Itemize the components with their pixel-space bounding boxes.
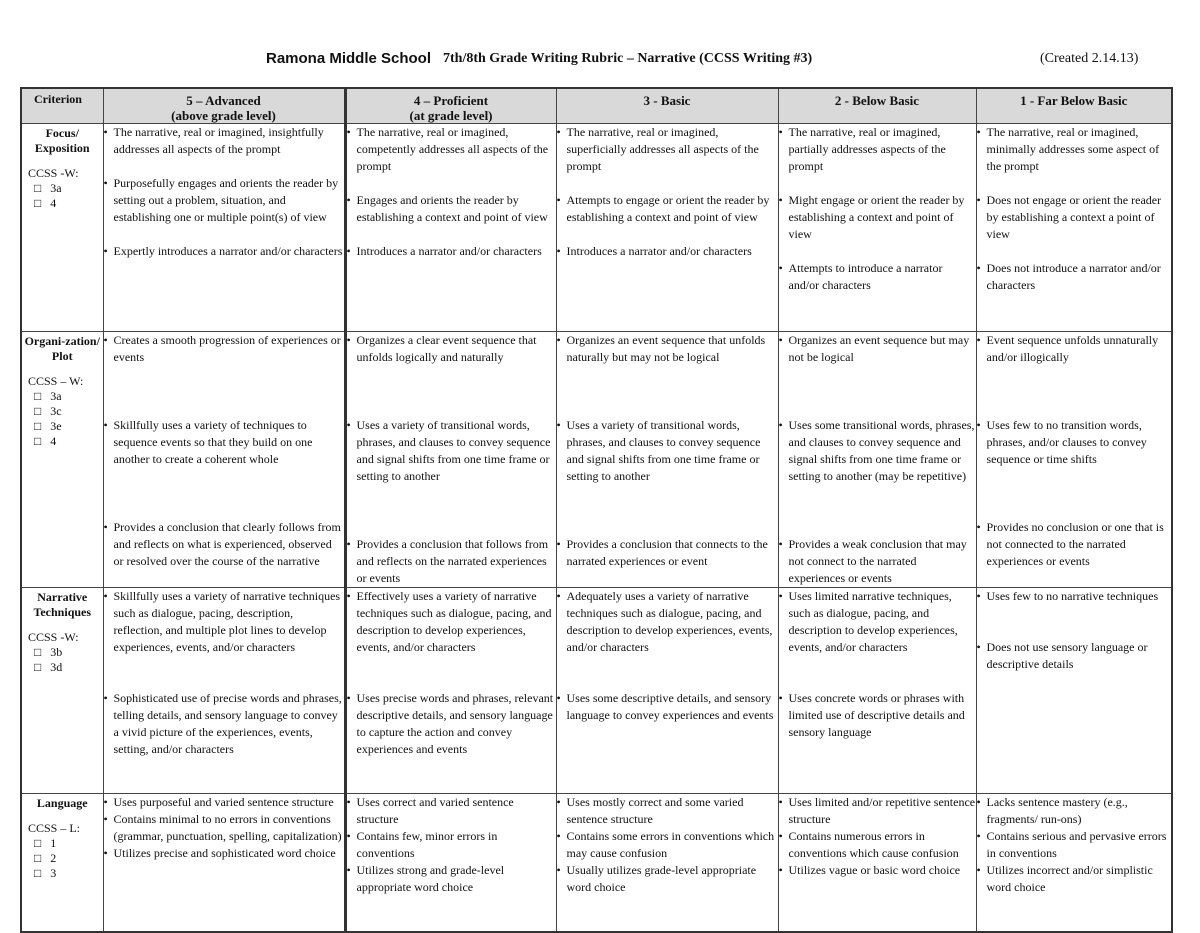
bullet-text: Provides a conclusion that clearly follows from and reflects on what is experienced, observed or resolved over the course of the narrative	[113, 520, 341, 568]
criterion-name: Narrative Techniques	[33, 590, 92, 619]
bullet-icon: •	[976, 795, 981, 809]
bullet-text: Organizes an event sequence but may not be logical	[788, 333, 970, 364]
bullet-text: Introduces a narrator and/or characters	[356, 244, 542, 258]
bullet-text: Uses correct and varied sentence structure	[356, 795, 514, 826]
bullet-item	[779, 536, 976, 587]
criterion-name: Language	[36, 796, 88, 810]
bullet-item	[104, 243, 344, 260]
col-below-basic: 2 - Below Basic	[778, 88, 976, 124]
bullet-icon: •	[346, 691, 351, 705]
bullet-item	[977, 417, 1172, 468]
bullet-item	[104, 417, 344, 468]
bullet-text: Organizes an event sequence that unfolds naturally but may not be logical	[566, 333, 766, 364]
bullet-item	[977, 519, 1172, 570]
criterion-name: Focus/ Exposition	[34, 126, 90, 155]
rubric-cell	[556, 588, 778, 794]
bullet-icon: •	[976, 863, 981, 877]
bullet-text: Skillfully uses a variety of techniques to sequence events so that they build on one another to create a coherent whole	[113, 418, 313, 466]
ccss-standards	[22, 630, 103, 675]
bullet-text: Contains some errors in conventions which may cause confusion	[566, 829, 775, 860]
rubric-cell	[345, 124, 556, 332]
rubric-cell	[778, 794, 976, 932]
bullet-item	[779, 417, 976, 485]
document-title	[0, 50, 1200, 72]
ccss-standard: □ 3a	[34, 181, 62, 195]
bullet-text: Provides no conclusion or one that is not connected to the narrated experiences or events	[986, 520, 1164, 568]
bullet-item	[779, 192, 976, 243]
rubric-cell	[345, 588, 556, 794]
bullet-item	[104, 332, 344, 366]
bullet-text: Utilizes precise and sophisticated word choice	[113, 846, 336, 860]
rubric-row	[21, 332, 1172, 588]
bullet-text: The narrative, real or imagined, insightfully addresses all aspects of the prompt	[113, 125, 324, 156]
rubric-title: 7th/8th Grade Writing Rubric – Narrative (CCSS Writing #3)	[443, 51, 813, 66]
school-name: Ramona Middle School	[266, 50, 432, 67]
col-advanced	[103, 88, 345, 124]
ccss-standard: □ 1	[34, 836, 57, 850]
bullet-text: The narrative, real or imagined, superficially addresses all aspects of the prompt	[566, 125, 759, 173]
bullet-icon: •	[778, 418, 783, 432]
col-far-below-basic: 1 - Far Below Basic	[976, 88, 1172, 124]
bullet-text: Organizes a clear event sequence that unfolds logically and naturally	[356, 333, 537, 364]
bullet-item	[977, 124, 1172, 175]
bullet-icon: •	[346, 125, 351, 139]
criterion-cell	[21, 588, 103, 794]
bullet-icon: •	[778, 589, 783, 603]
bullet-item	[347, 536, 556, 587]
bullet-icon: •	[103, 520, 108, 534]
ccss-standard: □ 3	[34, 866, 57, 880]
created-date: (Created 2.14.13)	[1040, 51, 1139, 66]
bullet-icon: •	[976, 333, 981, 347]
bullet-item	[347, 588, 556, 656]
rubric-cell	[778, 588, 976, 794]
bullet-item	[977, 260, 1172, 294]
bullet-item	[557, 124, 778, 175]
bullet-icon: •	[556, 244, 561, 258]
bullet-item	[557, 862, 778, 896]
bullet-icon: •	[976, 829, 981, 843]
bullet-item	[347, 124, 556, 175]
ccss-standards	[22, 821, 103, 881]
bullet-text: Uses limited and/or repetitive sentence structure	[788, 795, 976, 826]
bullet-item	[557, 243, 778, 260]
bullet-icon: •	[556, 333, 561, 347]
bullet-icon: •	[556, 691, 561, 705]
rubric-cell	[976, 794, 1172, 932]
bullet-item	[104, 124, 344, 158]
bullet-text: Uses few to no narrative techniques	[986, 589, 1159, 603]
ccss-standards	[22, 374, 103, 449]
bullet-icon: •	[778, 193, 783, 207]
ccss-standard: □ 3d	[34, 660, 63, 674]
bullet-item	[557, 588, 778, 656]
bullet-text: Provides a weak conclusion that may not connect to the narrated experiences or events	[788, 537, 967, 585]
bullet-icon: •	[103, 795, 108, 809]
bullet-item	[977, 192, 1172, 243]
bullet-item	[977, 828, 1172, 862]
bullet-icon: •	[556, 537, 561, 551]
rubric-cell	[556, 794, 778, 932]
criterion-cell	[21, 332, 103, 588]
bullet-icon: •	[556, 125, 561, 139]
bullet-text: Creates a smooth progression of experiences or events	[113, 333, 341, 364]
rubric-cell	[976, 124, 1172, 332]
ccss-standard: □ 2	[34, 851, 57, 865]
bullet-text: Purposefully engages and orients the reader by setting out a problem, situation, and establishing one or multiple point(s) of view	[113, 176, 339, 224]
bullet-text: Provides a conclusion that connects to the narrated experiences or event	[566, 537, 768, 568]
ccss-standard: □ 3a	[34, 389, 62, 403]
bullet-text: Engages and orients the reader by establishing a context and point of view	[356, 193, 548, 224]
bullet-icon: •	[346, 418, 351, 432]
bullet-text: Attempts to engage or orient the reader by establishing a context and point of view	[566, 193, 770, 224]
bullet-icon: •	[976, 193, 981, 207]
bullet-item	[557, 332, 778, 366]
bullet-text: The narrative, real or imagined, competently addresses all aspects of the prompt	[356, 125, 549, 173]
criterion-name: Organi-zation/ Plot	[24, 334, 100, 363]
bullet-item	[104, 845, 344, 862]
rubric-cell	[345, 794, 556, 932]
ccss-label: CCSS -W:	[28, 630, 79, 644]
bullet-text: Contains minimal to no errors in conventions (grammar, punctuation, spelling, capitalization)	[113, 812, 342, 843]
bullet-text: Uses concrete words or phrases with limited use of descriptive details and sensory language	[788, 691, 965, 739]
bullet-item	[104, 690, 344, 758]
bullet-item	[779, 588, 976, 656]
bullet-text: Contains serious and pervasive errors in conventions	[986, 829, 1167, 860]
bullet-item	[557, 794, 778, 828]
bullet-icon: •	[778, 863, 783, 877]
rubric-row	[21, 794, 1172, 932]
bullet-text: Usually utilizes grade-level appropriate word choice	[566, 863, 757, 894]
bullet-text: Lacks sentence mastery (e.g., fragments/ run-ons)	[986, 795, 1128, 826]
bullet-icon: •	[103, 691, 108, 705]
rubric-cell	[778, 332, 976, 588]
bullet-icon: •	[976, 125, 981, 139]
rubric-cell	[345, 332, 556, 588]
bullet-text: Does not use sensory language or descriptive details	[986, 640, 1148, 671]
bullet-text: Uses mostly correct and some varied sentence structure	[566, 795, 744, 826]
bullet-item	[347, 192, 556, 226]
bullet-item	[104, 175, 344, 226]
ccss-standard: □ 3c	[34, 404, 62, 418]
bullet-text: Uses some transitional words, phrases, and clauses to convey sequence and signal shifts from one time frame or setting to another (may be repetitive)	[788, 418, 975, 483]
bullet-icon: •	[346, 863, 351, 877]
bullet-item	[557, 690, 778, 724]
bullet-item	[347, 862, 556, 896]
bullet-item	[779, 260, 976, 294]
rubric-cell	[556, 332, 778, 588]
bullet-icon: •	[346, 537, 351, 551]
bullet-text: Might engage or orient the reader by establishing a context and point of view	[788, 193, 965, 241]
bullet-item	[557, 192, 778, 226]
bullet-icon: •	[103, 244, 108, 258]
bullet-icon: •	[556, 863, 561, 877]
bullet-text: Uses some descriptive details, and sensory language to convey experiences and events	[566, 691, 774, 722]
bullet-item	[104, 794, 344, 811]
ccss-label: CCSS – L:	[28, 821, 81, 835]
bullet-item	[779, 828, 976, 862]
bullet-icon: •	[103, 333, 108, 347]
bullet-text: Utilizes vague or basic word choice	[788, 863, 961, 877]
bullet-icon: •	[346, 193, 351, 207]
bullet-item	[557, 417, 778, 485]
rubric-cell	[103, 332, 345, 588]
bullet-icon: •	[346, 589, 351, 603]
bullet-item	[779, 332, 976, 366]
bullet-icon: •	[346, 244, 351, 258]
bullet-icon: •	[778, 125, 783, 139]
ccss-standard: □ 4	[34, 434, 57, 448]
bullet-item	[347, 417, 556, 485]
bullet-icon: •	[778, 691, 783, 705]
bullet-item	[977, 639, 1172, 673]
col-advanced-label: 5 – Advanced	[186, 93, 261, 108]
bullet-text: Skillfully uses a variety of narrative techniques such as dialogue, pacing, description, reflection, and multiple plot lines to develop experiences, events, and/or characters	[113, 589, 341, 654]
bullet-icon: •	[976, 261, 981, 275]
bullet-icon: •	[778, 261, 783, 275]
bullet-item	[977, 588, 1172, 605]
bullet-icon: •	[346, 333, 351, 347]
bullet-item	[779, 690, 976, 741]
bullet-item	[779, 124, 976, 175]
rubric-cell	[778, 124, 976, 332]
bullet-icon: •	[103, 125, 108, 139]
ccss-label: CCSS -W:	[28, 166, 79, 180]
bullet-item	[779, 862, 976, 879]
bullet-text: Contains few, minor errors in conventions	[356, 829, 498, 860]
bullet-icon: •	[976, 520, 981, 534]
rubric-cell	[103, 794, 345, 932]
ccss-label: CCSS – W:	[28, 374, 84, 388]
bullet-item	[104, 519, 344, 570]
bullet-item	[557, 828, 778, 862]
bullet-text: Uses purposeful and varied sentence structure	[113, 795, 334, 809]
bullet-item	[347, 794, 556, 828]
bullet-text: Introduces a narrator and/or characters	[566, 244, 752, 258]
bullet-icon: •	[778, 333, 783, 347]
bullet-text: Uses few to no transition words, phrases, and/or clauses to convey sequence or time shifts	[986, 418, 1147, 466]
bullet-icon: •	[103, 418, 108, 432]
bullet-text: The narrative, real or imagined, partially addresses aspects of the prompt	[788, 125, 946, 173]
bullet-icon: •	[556, 193, 561, 207]
bullet-icon: •	[556, 589, 561, 603]
bullet-icon: •	[976, 640, 981, 654]
col-criterion: Criterion	[21, 88, 103, 124]
rubric-cell	[103, 588, 345, 794]
bullet-text: The narrative, real or imagined, minimally addresses some aspect of the prompt	[986, 125, 1160, 173]
rubric-cell	[556, 124, 778, 332]
bullet-text: Adequately uses a variety of narrative techniques such as dialogue, pacing, and description to develop experiences, events, and/or characters	[566, 589, 773, 654]
col-advanced-sub: (above grade level)	[171, 108, 276, 123]
bullet-text: Effectively uses a variety of narrative techniques such as dialogue, pacing, and description to develop experiences, events, and/or characters	[356, 589, 552, 654]
rubric-cell	[103, 124, 345, 332]
criterion-cell	[21, 124, 103, 332]
bullet-text: Provides a conclusion that follows from and reflects on the narrated experiences or events	[356, 537, 549, 585]
col-proficient-label: 4 – Proficient	[413, 93, 489, 108]
bullet-text: Utilizes incorrect and/or simplistic word choice	[986, 863, 1153, 894]
bullet-text: Uses a variety of transitional words, phrases, and clauses to convey sequence and signal shifts from one time frame or setting to another	[356, 418, 551, 483]
ccss-standard: □ 3e	[34, 419, 62, 433]
bullet-item	[104, 811, 344, 845]
rubric-cell	[976, 588, 1172, 794]
ccss-standard: □ 3b	[34, 645, 63, 659]
bullet-text: Uses precise words and phrases, relevant descriptive details, and sensory language to capture the action and convey experiences and events	[356, 691, 554, 756]
bullet-item	[347, 243, 556, 260]
bullet-text: Does not engage or orient the reader by establishing a context a point of view	[986, 193, 1162, 241]
header-row	[21, 88, 1172, 124]
bullet-text: Expertly introduces a narrator and/or characters	[113, 244, 343, 258]
bullet-item	[347, 828, 556, 862]
bullet-icon: •	[976, 589, 981, 603]
rubric-row	[21, 124, 1172, 332]
bullet-item	[977, 794, 1172, 828]
bullet-icon: •	[103, 846, 108, 860]
rubric-table	[20, 87, 1173, 933]
bullet-text: Does not introduce a narrator and/or characters	[986, 261, 1161, 292]
rubric-cell	[976, 332, 1172, 588]
bullet-icon: •	[103, 812, 108, 826]
bullet-icon: •	[778, 795, 783, 809]
ccss-standards	[22, 166, 103, 211]
bullet-icon: •	[778, 537, 783, 551]
bullet-text: Attempts to introduce a narrator and/or characters	[788, 261, 943, 292]
bullet-icon: •	[556, 418, 561, 432]
criterion-cell	[21, 794, 103, 932]
rubric-row	[21, 588, 1172, 794]
bullet-icon: •	[556, 829, 561, 843]
bullet-item	[104, 588, 344, 656]
bullet-text: Sophisticated use of precise words and phrases, telling details, and sensory language to convey a vivid picture of the experiences, events, setting, and/or characters	[113, 691, 342, 756]
ccss-standard: □ 4	[34, 196, 57, 210]
bullet-item	[347, 690, 556, 758]
bullet-item	[557, 536, 778, 570]
bullet-item	[347, 332, 556, 366]
bullet-icon: •	[103, 176, 108, 190]
bullet-icon: •	[346, 829, 351, 843]
bullet-icon: •	[556, 795, 561, 809]
bullet-icon: •	[976, 418, 981, 432]
bullet-text: Utilizes strong and grade-level appropriate word choice	[356, 863, 505, 894]
bullet-text: Contains numerous errors in conventions which cause confusion	[788, 829, 959, 860]
bullet-item	[779, 794, 976, 828]
col-proficient	[345, 88, 556, 124]
bullet-icon: •	[778, 829, 783, 843]
bullet-text: Event sequence unfolds unnaturally and/or illogically	[986, 333, 1159, 364]
bullet-icon: •	[346, 795, 351, 809]
col-proficient-sub: (at grade level)	[409, 108, 493, 123]
bullet-item	[977, 862, 1172, 896]
bullet-text: Uses limited narrative techniques, such as dialogue, pacing, and description to develop experiences, events, and/or characters	[788, 589, 958, 654]
col-basic: 3 - Basic	[556, 88, 778, 124]
bullet-text: Uses a variety of transitional words, phrases, and clauses to convey sequence and signal shifts from one time frame or setting to another	[566, 418, 761, 483]
bullet-icon: •	[103, 589, 108, 603]
bullet-item	[977, 332, 1172, 366]
